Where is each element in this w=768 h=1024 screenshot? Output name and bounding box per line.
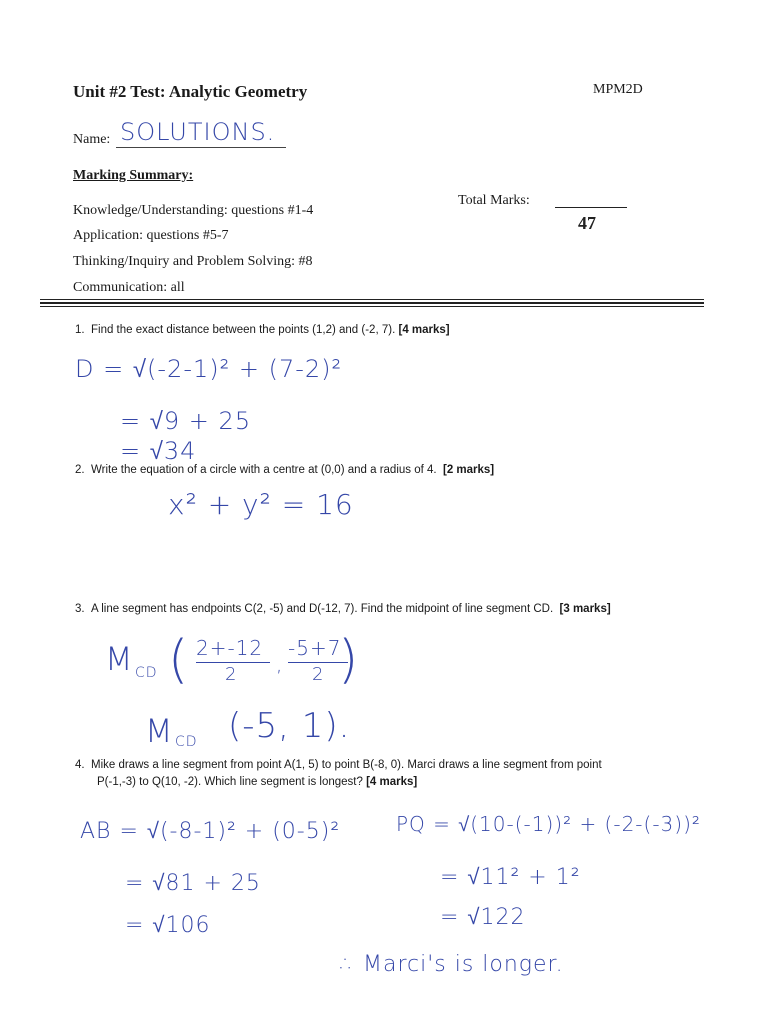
question-3: 3. A line segment has endpoints C(2, -5) and D(-12, 7). Find the midpoint of line segment CD. [3 marks] bbox=[75, 603, 611, 615]
q3-close-paren: ) bbox=[338, 630, 360, 690]
q3-y-numerator: -5+7 bbox=[288, 636, 342, 660]
q4-ab-line-1: AB = √(-8-1)² + (0-5)² bbox=[80, 819, 341, 844]
q3-y-denominator: 2 bbox=[312, 664, 325, 685]
page-title: Unit #2 Test: Analytic Geometry bbox=[73, 82, 308, 101]
q4-ab-line-2: = √81 + 25 bbox=[125, 871, 261, 896]
summary-line-application: Application: questions #5-7 bbox=[73, 228, 229, 243]
q3-x-fraction-bar bbox=[196, 662, 270, 663]
q2-work-line-1: x² + y² = 16 bbox=[168, 488, 354, 521]
divider-top bbox=[40, 299, 704, 300]
total-marks-underline bbox=[555, 207, 627, 208]
q4-pq-line-1: PQ = √(10-(-1))² + (-2-(-3))² bbox=[396, 812, 701, 836]
q1-work-line-1: D = √(-2-1)² + (7-2)² bbox=[75, 355, 343, 383]
marking-summary-heading: Marking Summary: bbox=[73, 168, 194, 183]
total-marks-label: Total Marks: bbox=[458, 193, 530, 208]
summary-line-thinking: Thinking/Inquiry and Problem Solving: #8 bbox=[73, 254, 313, 269]
q1-work-line-2: = √9 + 25 bbox=[120, 407, 252, 435]
question-1: 1. Find the exact distance between the points (1,2) and (-2, 7). [4 marks] bbox=[75, 324, 450, 336]
course-code: MPM2D bbox=[593, 82, 643, 97]
summary-line-knowledge: Knowledge/Understanding: questions #1-4 bbox=[73, 203, 314, 218]
divider-middle bbox=[40, 302, 704, 304]
q4-pq-line-3: = √122 bbox=[440, 905, 526, 930]
q3-m-symbol: M bbox=[105, 640, 134, 678]
q3-result-m-symbol: M bbox=[145, 712, 174, 750]
q3-result-point: (-5, 1). bbox=[228, 706, 351, 746]
name-underline bbox=[116, 147, 286, 148]
divider-bottom bbox=[40, 306, 704, 307]
q3-x-numerator: 2+-12 bbox=[196, 636, 264, 660]
q4-pq-line-2: = √11² + 1² bbox=[440, 865, 581, 890]
total-marks-value: 47 bbox=[578, 213, 596, 233]
summary-line-communication: Communication: all bbox=[73, 280, 185, 295]
question-4-line-2: P(-1,-3) to Q(10, -2). Which line segment is longest? [4 marks] bbox=[97, 776, 418, 788]
q1-work-line-3: = √34 bbox=[120, 437, 197, 465]
q3-result-subscript: CD bbox=[175, 734, 198, 750]
q3-m-subscript: CD bbox=[135, 665, 158, 681]
q3-open-paren: ( bbox=[168, 630, 190, 690]
q4-conclusion: ∴ Marci's is longer. bbox=[340, 952, 564, 977]
name-value: SOLUTIONS. bbox=[120, 118, 276, 146]
question-2: 2. Write the equation of a circle with a centre at (0,0) and a radius of 4. [2 marks] bbox=[75, 464, 495, 476]
question-4: 4. Mike draws a line segment from point A(1, 5) to point B(-8, 0). Marci draws a line segment from point bbox=[75, 759, 602, 771]
q4-ab-line-3: = √106 bbox=[125, 913, 211, 938]
name-label: Name: bbox=[73, 132, 111, 147]
q3-comma: , bbox=[276, 652, 284, 676]
q3-x-denominator: 2 bbox=[225, 664, 238, 685]
